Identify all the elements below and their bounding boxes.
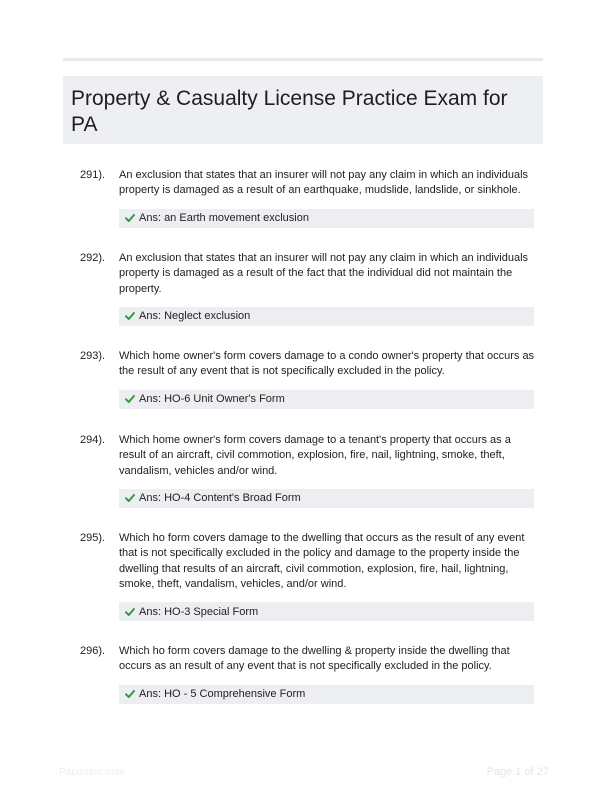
question-row (80, 251, 536, 297)
answer-text: Ans: HO-6 Unit Owner's Form (139, 393, 285, 406)
answer-box (119, 209, 534, 228)
question-number: 296). (80, 645, 106, 657)
answer-box (119, 390, 534, 409)
question-text: Which home owner's form covers damage to a tenant's property that occurs as a result of an aircraft, civil commotion, explosion, fire, nail, lightning, smoke, theft, vandalism, vehicles and/or wind. (119, 434, 511, 477)
question-number: 295). (80, 532, 106, 544)
question-item (80, 349, 536, 409)
question-text: An exclusion that states that an insurer will not pay any claim in which an individuals property is damaged as a result of the fact that the individual did not maintain the property. (119, 252, 529, 295)
check-icon (125, 311, 135, 321)
question-row (80, 168, 536, 199)
check-icon (125, 607, 135, 617)
answer-text: Ans: an Earth movement exclusion (139, 212, 309, 225)
top-divider (63, 58, 543, 61)
question-row (80, 531, 536, 592)
question-row (80, 433, 536, 479)
answer-text: Ans: HO-3 Special Form (139, 605, 259, 618)
check-icon (125, 689, 135, 699)
answer-box (119, 602, 534, 621)
question-text: Which ho form covers damage to the dwelling & property inside the dwelling that occurs as an result of any event that is not specifically excluded in the policy. (119, 645, 510, 673)
question-row (80, 644, 536, 675)
question-number: 292). (80, 252, 106, 264)
check-icon (125, 213, 135, 223)
page-number: Page 1 of 27 (486, 766, 549, 778)
page-title: Property & Casualty License Practice Exam for PA (71, 87, 508, 136)
question-number: 294). (80, 434, 106, 446)
answer-box (119, 489, 534, 508)
answer-box (119, 685, 534, 704)
footer-watermark: Papertibic.com (59, 767, 126, 778)
answer-box (119, 307, 534, 326)
question-item (80, 168, 536, 228)
answer-text: Ans: HO - 5 Comprehensive Form (139, 688, 306, 701)
question-row (80, 349, 536, 380)
check-icon (125, 493, 135, 503)
question-item (80, 251, 536, 326)
answer-text: Ans: HO-4 Content's Broad Form (139, 492, 301, 505)
answer-text: Ans: Neglect exclusion (139, 310, 251, 323)
question-text: Which ho form covers damage to the dwelling that occurs as the result of any event that is not specifically excluded in the policy and damage to the property inside the dwelling that results of an aircraft, civil commotion, explosion, fire, hail, lightning, smoke, theft, vandalism, vehicles, and/or wind. (119, 532, 525, 590)
title-banner (63, 76, 543, 144)
question-item (80, 644, 536, 704)
check-icon (125, 394, 135, 404)
question-text: An exclusion that states that an insurer will not pay any claim in which an individuals property is damaged as a result of an earthquake, mudslide, landslide, or sinkhole. (119, 169, 529, 197)
question-item (80, 433, 536, 508)
question-text: Which home owner's form covers damage to a condo owner's property that occurs as the result of any event that is not specifically excluded in the policy. (119, 350, 535, 378)
question-item (80, 531, 536, 621)
question-number: 291). (80, 169, 106, 181)
question-number: 293). (80, 350, 106, 362)
